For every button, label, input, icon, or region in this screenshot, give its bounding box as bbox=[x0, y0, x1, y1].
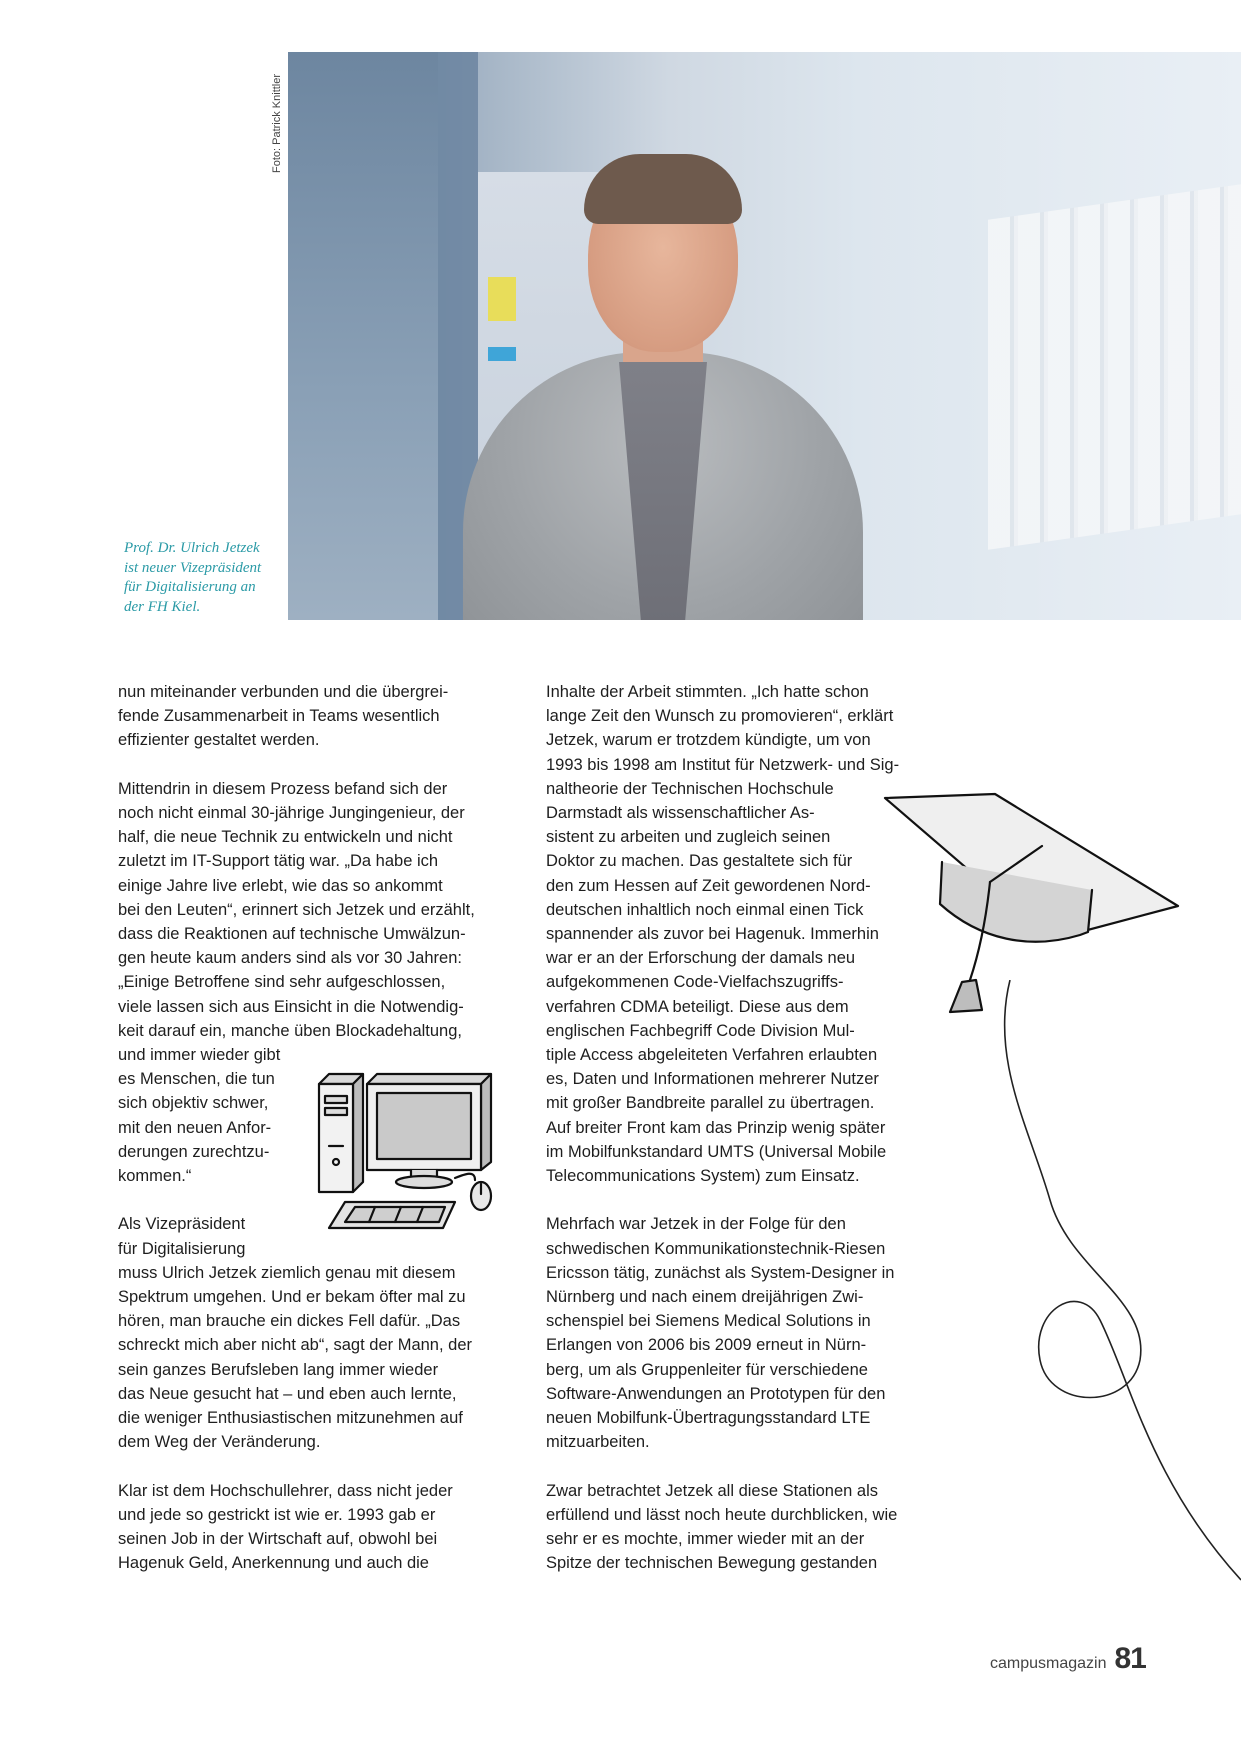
text-line: sehr er es mochte, immer wieder mit an der bbox=[546, 1530, 865, 1549]
text-line: schenspiel bei Siemens Medical Solutions in bbox=[546, 1312, 871, 1331]
text-line: es, Daten und Informationen mehrerer Nutzer bbox=[546, 1070, 879, 1089]
text-line: half, die neue Technik zu entwickeln und nicht bbox=[118, 828, 453, 847]
text-line: Spitze der technischen Bewegung gestanden bbox=[546, 1554, 878, 1573]
text-line: kommen.“ bbox=[118, 1167, 192, 1186]
text-line: mit den neuen Anfor- bbox=[118, 1118, 272, 1137]
text-line: sich objektiv schwer, bbox=[118, 1094, 269, 1113]
text-line: effizienter gestaltet werden. bbox=[118, 731, 320, 750]
text-line: Mehrfach war Jetzek in der Folge für den bbox=[546, 1215, 846, 1234]
text-line: Nürnberg und nach einem dreijährigen Zwi- bbox=[546, 1288, 864, 1307]
text-line: dass die Reaktionen auf technische Umwälzun- bbox=[118, 925, 466, 944]
text-line: Doktor zu machen. Das gestaltete sich für bbox=[546, 852, 853, 871]
text-line: und immer wieder gibt bbox=[118, 1046, 281, 1065]
text-line: im Mobilfunkstandard UMTS (Universal Mobile bbox=[546, 1142, 887, 1161]
paragraph bbox=[118, 1212, 538, 1454]
paragraph bbox=[546, 1212, 966, 1454]
text-line: keit darauf ein, manche üben Blockadehaltung, bbox=[118, 1021, 462, 1040]
text-line: neuen Mobilfunk-Übertragungsstandard LTE bbox=[546, 1409, 871, 1428]
text-line: Jetzek, warum er trotzdem kündigte, um von bbox=[546, 731, 871, 750]
text-line: Erlangen von 2006 bis 2009 erneut in Nürn- bbox=[546, 1336, 867, 1355]
text-line: mitzuarbeiten. bbox=[546, 1433, 650, 1452]
text-line: spannender als zuvor bei Hagenuk. Immerhin bbox=[546, 925, 879, 944]
text-line: für Digitalisierung bbox=[118, 1239, 246, 1258]
text-line: war er an der Erforschung der damals neu bbox=[546, 949, 856, 968]
text-line: sein ganzes Berufsleben lang immer wieder bbox=[118, 1360, 439, 1379]
text-line: englischen Fachbegriff Code Division Mul- bbox=[546, 1021, 855, 1040]
magazine-name: campusmagazin bbox=[990, 1655, 1107, 1672]
text-line: Ericsson tätig, zunächst als System-Designer in bbox=[546, 1263, 895, 1282]
text-line: schwedischen Kommunikationstechnik-Riesen bbox=[546, 1239, 886, 1258]
text-line: berg, um als Gruppenleiter für verschiedene bbox=[546, 1360, 868, 1379]
text-line: aufgekommenen Code-Vielfachszugriffs- bbox=[546, 973, 844, 992]
text-line: sistent zu arbeiten und zugleich seinen bbox=[546, 828, 831, 847]
text-line: bei den Leuten“, erinnert sich Jetzek und erzählt, bbox=[118, 900, 475, 919]
text-line: mit großer Bandbreite parallel zu übertragen. bbox=[546, 1094, 875, 1113]
text-line: muss Ulrich Jetzek ziemlich genau mit diesem bbox=[118, 1263, 456, 1282]
computer-illustration-icon bbox=[315, 1062, 500, 1230]
text-line: lange Zeit den Wunsch zu promovieren“, erklärt bbox=[546, 707, 894, 726]
page-number: 81 bbox=[1114, 1642, 1146, 1675]
portrait-photo bbox=[288, 52, 1241, 620]
text-line: „Einige Betroffene sind sehr aufgeschlossen, bbox=[118, 973, 446, 992]
text-line: noch nicht einmal 30-jährige Jungingenieur, der bbox=[118, 804, 465, 822]
text-line: fende Zusammenarbeit in Teams wesentlich bbox=[118, 707, 440, 726]
decorative-string-line bbox=[990, 980, 1241, 1600]
text-line: verfahren CDMA beteiligt. Diese aus dem bbox=[546, 997, 849, 1016]
text-line: Klar ist dem Hochschullehrer, dass nicht jeder bbox=[118, 1481, 453, 1500]
text-line: Spektrum umgehen. Und er bekam öfter mal zu bbox=[118, 1288, 466, 1307]
text-line: Darmstadt als wissenschaftlicher As- bbox=[546, 804, 815, 823]
paragraph bbox=[546, 1479, 966, 1576]
text-line: seinen Job in der Wirtschaft auf, obwohl bei bbox=[118, 1530, 438, 1549]
paragraph bbox=[118, 1479, 538, 1576]
text-line: gen heute kaum anders sind als vor 30 Jahren: bbox=[118, 949, 462, 968]
text-line: 1993 bis 1998 am Institut für Netzwerk- und Sig- bbox=[546, 755, 900, 774]
text-line: zuletzt im IT-Support tätig war. „Da habe ich bbox=[118, 852, 439, 871]
text-line: tiple Access abgeleiteten Verfahren erlaubten bbox=[546, 1046, 878, 1065]
text-line: Mittendrin in diesem Prozess befand sich der bbox=[118, 779, 448, 798]
photo-caption: Prof. Dr. Ulrich Jetzek ist neuer Vizepräsident für Digitalisierung an der FH Kiel. bbox=[124, 540, 262, 615]
text-line: es Menschen, die tun bbox=[118, 1070, 275, 1089]
text-line: Hagenuk Geld, Anerkennung und auch die bbox=[118, 1554, 429, 1573]
text-line: derungen zurechtzu- bbox=[118, 1142, 270, 1161]
text-line: dem Weg der Veränderung. bbox=[118, 1433, 321, 1452]
text-line: viele lassen sich aus Einsicht in die Notwendig- bbox=[118, 997, 464, 1016]
text-line: einige Jahre live erlebt, wie das so ankommt bbox=[118, 876, 443, 895]
text-line: Software-Anwendungen an Prototypen für den bbox=[546, 1384, 886, 1403]
text-line: erfüllend und lässt noch heute durchblicken, wie bbox=[546, 1505, 898, 1524]
text-line: das Neue gesucht hat – und eben auch lernte, bbox=[118, 1384, 457, 1403]
text-line: Inhalte der Arbeit stimmten. „Ich hatte schon bbox=[546, 683, 869, 701]
text-line: Zwar betrachtet Jetzek all diese Stationen als bbox=[546, 1481, 879, 1500]
text-line: Als Vizepräsident bbox=[118, 1215, 246, 1234]
text-line: den zum Hessen auf Zeit gewordenen Nord- bbox=[546, 876, 871, 895]
paragraph bbox=[118, 680, 538, 753]
text-line: hören, man brauche ein dickes Fell dafür. „Das bbox=[118, 1312, 461, 1331]
page-footer bbox=[990, 1642, 1146, 1676]
text-line: Auf breiter Front kam das Prinzip wenig später bbox=[546, 1118, 886, 1137]
text-line: und jede so gestrickt ist wie er. 1993 gab er bbox=[118, 1505, 436, 1524]
text-line: nun miteinander verbunden und die übergrei- bbox=[118, 683, 449, 701]
text-line: Telecommunications System) zum Einsatz. bbox=[546, 1167, 860, 1186]
text-line: naltheorie der Technischen Hochschule bbox=[546, 779, 834, 798]
text-line: die weniger Enthusiastischen mitzunehmen auf bbox=[118, 1409, 463, 1428]
photo-credit: Foto: Patrick Knittler bbox=[271, 73, 283, 173]
text-line: deutschen inhaltlich noch einmal einen Tick bbox=[546, 900, 864, 919]
text-line: schreckt mich aber nicht ab“, sagt der Mann, der bbox=[118, 1336, 472, 1355]
